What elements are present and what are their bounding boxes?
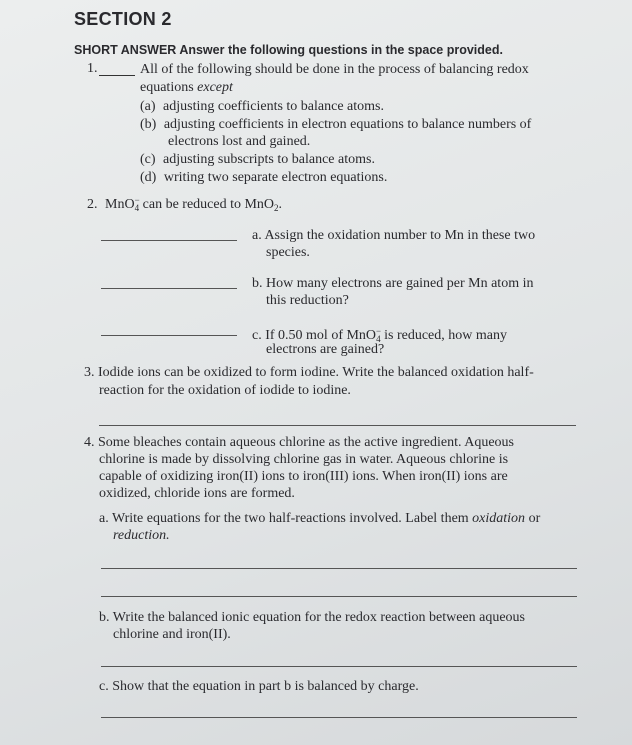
q2c-mno4-charge: − <box>376 326 382 336</box>
option-label: (c) <box>140 152 156 167</box>
q4-line1: 4. Some bleaches contain aqueous chlorine as the active ingredient. Aqueous <box>84 435 514 450</box>
q4a-oxidation: oxidation <box>472 511 526 526</box>
q4a-text-pre: a. Write equations for the two half-reactions involved. Label them <box>99 511 473 526</box>
q4a-line2 <box>113 528 170 544</box>
q3-answer-line[interactable] <box>99 425 576 426</box>
option-text: adjusting subscripts to balance atoms. <box>163 152 375 167</box>
directions: SHORT ANSWER Answer the following questions in the space provided. <box>74 43 503 57</box>
q2c-text-pre: c. If 0.50 mol of <box>252 328 347 343</box>
q2a-answer-line[interactable] <box>101 240 237 241</box>
q2-mno4: MnO <box>105 197 135 212</box>
option-label: (a) <box>140 99 156 114</box>
q4b-line2: chlorine and iron(II). <box>113 627 231 642</box>
q4a-line1 <box>99 511 540 527</box>
option-text: writing two separate electron equations. <box>163 170 388 185</box>
q2c-text-post: is reduced, how many <box>380 328 507 343</box>
q1-answer-blank[interactable] <box>99 75 135 76</box>
q4a-answer-line-1[interactable] <box>101 568 577 569</box>
q2c-mno4: MnO <box>346 328 377 343</box>
q2-number: 2. <box>87 197 98 212</box>
q4-line3: capable of oxidizing iron(II) ions to iron(III) ions. When iron(II) ions are <box>99 469 508 484</box>
q4b-line1: b. Write the balanced ionic equation for the redox reaction between aqueous <box>99 610 526 625</box>
q3-line2: reaction for the oxidation of iodide to iodine. <box>99 383 351 398</box>
q3-line1: 3. Iodide ions can be oxidized to form iodine. Write the balanced oxidation half- <box>84 365 534 380</box>
q4-line2: chlorine is made by dissolving chlorine gas in water. Aqueous chlorine is <box>99 452 509 467</box>
q4-line4: oxidized, chloride ions are formed. <box>99 486 295 501</box>
q1-stem-except: except <box>197 80 233 95</box>
q2b-line2: this reduction? <box>266 293 349 308</box>
q4a-answer-line-2[interactable] <box>101 596 577 597</box>
q2-mno2: MnO <box>244 197 275 212</box>
q4c-answer-line[interactable] <box>101 717 577 718</box>
q2-mno4-charge: − <box>134 195 140 205</box>
option-label: (d) <box>140 170 157 185</box>
q2b-line1: b. How many electrons are gained per Mn atom in <box>252 276 534 291</box>
q1-stem-text: equations <box>140 80 198 95</box>
option-label: (b) <box>140 117 157 132</box>
q1-option-d <box>140 170 387 186</box>
q1-number: 1. <box>87 61 98 76</box>
q1-option-b-line2: electrons lost and gained. <box>168 134 311 149</box>
q1-stem-line2 <box>140 80 233 96</box>
q2-stem <box>87 192 282 216</box>
q1-option-c <box>140 152 375 168</box>
option-text: adjusting coefficients to balance atoms. <box>163 99 384 114</box>
q2c-mno4-subscript: 4 <box>376 334 381 344</box>
q1-option-a <box>140 99 384 115</box>
q1-stem-line1: All of the following should be done in the process of balancing redox <box>140 62 529 77</box>
section-title: SECTION 2 <box>74 9 172 29</box>
q2a-line1: a. Assign the oxidation number to Mn in these two <box>252 228 536 243</box>
q4b-answer-line[interactable] <box>101 666 577 667</box>
option-text: adjusting coefficients in electron equations to balance numbers of <box>163 117 532 132</box>
q2b-answer-line[interactable] <box>101 288 237 289</box>
q4a-text-post: or <box>525 511 541 526</box>
q2-mno2-subscript: 2 <box>274 203 279 213</box>
q1-option-b <box>140 117 531 133</box>
q2-stem-end: . <box>278 197 283 212</box>
q2-mno4-subscript: 4 <box>134 203 140 213</box>
q4a-reduction: reduction. <box>113 528 170 543</box>
q4c-line1: c. Show that the equation in part b is balanced by charge. <box>99 679 419 694</box>
q2a-line2: species. <box>266 245 310 260</box>
q2-stem-mid: can be reduced to <box>139 197 245 212</box>
q2c-answer-line[interactable] <box>101 335 237 336</box>
q2c-line2: electrons are gained? <box>266 342 385 357</box>
